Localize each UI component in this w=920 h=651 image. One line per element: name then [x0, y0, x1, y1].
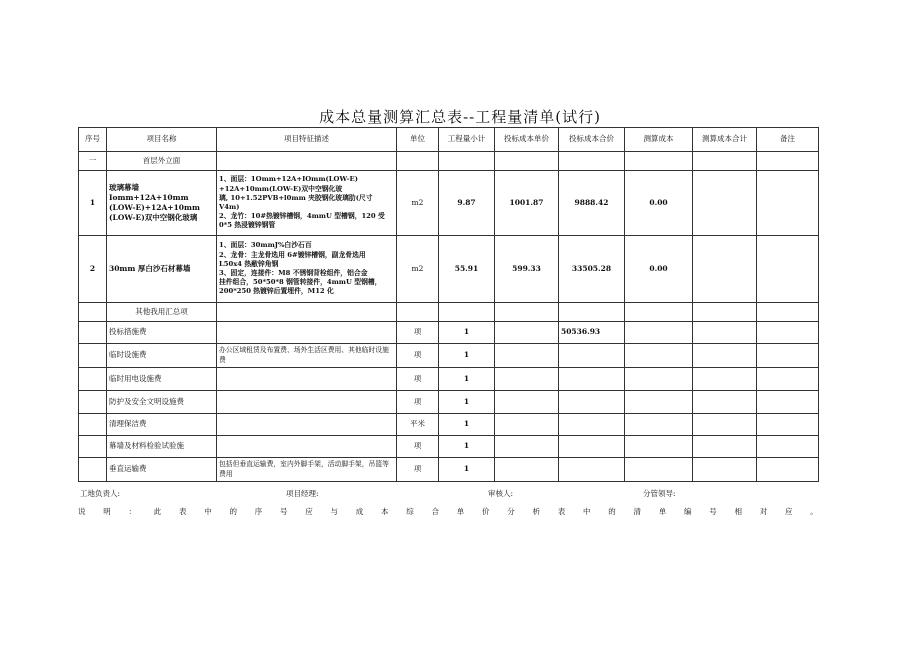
header-row [79, 128, 819, 152]
row-name: 防护及安全文明设施费 [107, 391, 217, 414]
row-qty: 55.91 [439, 236, 495, 303]
row-unit: 项 [397, 322, 439, 344]
row-unit: 平米 [397, 414, 439, 436]
reviewer-label: 审核人: [488, 489, 514, 498]
header-desc: 项目特征描述 [217, 128, 397, 152]
row-name: 临时设施费 [107, 344, 217, 368]
row-no: 1 [79, 171, 107, 236]
table-row [79, 436, 819, 458]
note-char: 明 [103, 507, 111, 516]
note-line [78, 506, 818, 517]
row-desc: 包括但垂直运输费，室内外脚手架，活动脚手架，吊篮等费用 [217, 458, 397, 482]
row-unit: m2 [397, 171, 439, 236]
row-desc [217, 436, 397, 458]
row-qty: 1 [439, 414, 495, 436]
row-qty: 1 [439, 344, 495, 368]
row-desc [217, 414, 397, 436]
desc-line: 200*250 热镀锌后置埋件，M12 化 [219, 287, 334, 296]
section-no: 一 [79, 152, 107, 171]
table-row [79, 458, 819, 482]
row-desc [217, 236, 397, 303]
row-name: 清理保洁费 [107, 414, 217, 436]
header-name: 项目名称 [107, 128, 217, 152]
note-char: 。 [810, 507, 818, 516]
header-calc: 测算成本 [625, 128, 693, 152]
row-unit: 项 [397, 436, 439, 458]
row-qty: 1 [439, 458, 495, 482]
note-char: 应 [305, 507, 313, 516]
desc-line: 1、面层：1Omm+12A+IOmm(LOW-E) [219, 175, 358, 184]
desc-line: 0*5 热浸镀锌钢管 [219, 221, 276, 230]
row-total: 33505.28 [559, 236, 625, 303]
header-no: 序号 [79, 128, 107, 152]
row-unit: m2 [397, 236, 439, 303]
note-char: 相 [734, 507, 742, 516]
table-row [79, 171, 819, 236]
note-char: 成 [355, 507, 364, 516]
leader-label: 分管领导: [643, 489, 676, 498]
row-desc [217, 368, 397, 391]
page-title: 成本总量测算汇总表--工程量清单(试行) [319, 108, 601, 126]
row-name: 30mm 厚白沙石材幕墙 [107, 236, 217, 303]
note-char: 应 [785, 507, 793, 516]
site-manager-label: 工地负责人: [80, 489, 121, 498]
row-qty: 9.87 [439, 171, 495, 236]
row-qty: 1 [439, 322, 495, 344]
header-calc-total: 测算成本合计 [693, 128, 757, 152]
table-row [79, 344, 819, 368]
row-calc: 0.00 [625, 236, 693, 303]
note-char: 析 [532, 507, 540, 516]
row-name: 临时用电设施费 [107, 368, 217, 391]
row-name: 垂直运输费 [107, 458, 217, 482]
header-total: 投标成本合价 [559, 128, 625, 152]
table-row [79, 391, 819, 414]
row-unit-price: 1001.87 [495, 171, 559, 236]
row-unit: 项 [397, 344, 439, 368]
note-char: 序 [254, 507, 263, 516]
note-char: 表 [179, 507, 187, 516]
table-row [79, 322, 819, 344]
note-char: 分 [507, 507, 515, 516]
row-total: 50536.93 [559, 322, 625, 344]
desc-line: 璃, 10+1.52PVB+l0mm 夹胶钢化玻璃肋(尺寸 V4m) [219, 193, 373, 211]
row-desc [217, 322, 397, 344]
cost-summary-table [78, 127, 819, 482]
desc-line: 挂件组合，50*50*8 钢管转接件，4mmU 型钢槽， [219, 278, 382, 287]
row-name: 投标措施费 [107, 322, 217, 344]
row-no: 2 [79, 236, 107, 303]
other-section-name: 其他我用汇总项 [107, 303, 217, 322]
table-row [79, 414, 819, 436]
desc-line: 2、龙竹：10#热镀锌槽钢，4mmU 型槽钢，120 受 [219, 212, 385, 221]
desc-line: 1、面层：30mmJ%白沙石百 [219, 241, 312, 250]
header-qty: 工程量小计 [439, 128, 495, 152]
note-char: 本 [381, 507, 389, 516]
row-total: 9888.42 [559, 171, 625, 236]
note-char: 综 [406, 507, 414, 516]
row-desc [217, 171, 397, 236]
desc-line: L50x4 热敝锌角钢 [219, 259, 279, 268]
note-char: 合 [431, 507, 439, 516]
note-char: 中 [204, 507, 212, 516]
row-unit: 项 [397, 391, 439, 414]
row-qty: 1 [439, 368, 495, 391]
note-char: 说 [78, 507, 86, 516]
desc-line: 3、固定，连接件：M8 不锈钢背栓组件，铝合金 [219, 269, 368, 277]
note-char: 对 [759, 507, 768, 516]
row-desc: 办公区域租赁及布置费、场外生活区费用、其他临时设施费 [217, 344, 397, 368]
header-unit: 单位 [397, 128, 439, 152]
note-char: 表 [557, 507, 566, 516]
note-char: 的 [608, 507, 616, 516]
table-row [79, 236, 819, 303]
note-char: 单 [456, 507, 465, 516]
row-desc [217, 391, 397, 414]
header-unit-price: 投标成本单价 [495, 128, 559, 152]
row-qty: 1 [439, 391, 495, 414]
note-char: 价 [482, 507, 490, 516]
row-calc: 0.00 [625, 171, 693, 236]
note-char: 号 [709, 507, 717, 516]
header-remark: 备注 [757, 128, 819, 152]
note-char: 中 [583, 507, 591, 516]
row-unit-price: 599.33 [495, 236, 559, 303]
section-row [79, 152, 819, 171]
note-char: 清 [633, 507, 641, 516]
note-char: ： [128, 507, 136, 516]
note-char: 与 [330, 507, 338, 516]
project-manager-label: 项目经理: [286, 489, 319, 498]
row-name: 玻璃幕墙 Iomm+12A+10mm (LOW-E)+12A+10mm (LOW-E)双中空钢化玻璃 [107, 171, 217, 236]
table-row [79, 368, 819, 391]
note-char: 编 [684, 507, 692, 516]
row-name: 幕墙及材料检验试验施 [107, 436, 217, 458]
note-char: 号 [280, 507, 288, 516]
row-unit: 项 [397, 458, 439, 482]
row-unit: 项 [397, 368, 439, 391]
note-char: 的 [229, 507, 237, 516]
desc-line: 2、龙骨：主龙骨选用 6#镀锌槽钢，副龙骨选用 [219, 250, 366, 259]
note-char: 单 [658, 507, 667, 516]
row-qty: 1 [439, 436, 495, 458]
section-name: 首层外立面 [107, 152, 217, 171]
desc-line: +12A+10mm(LOW-E)双中空钢化玻 [219, 184, 343, 193]
other-section-row [79, 303, 819, 322]
note-char: 此 [153, 507, 162, 516]
